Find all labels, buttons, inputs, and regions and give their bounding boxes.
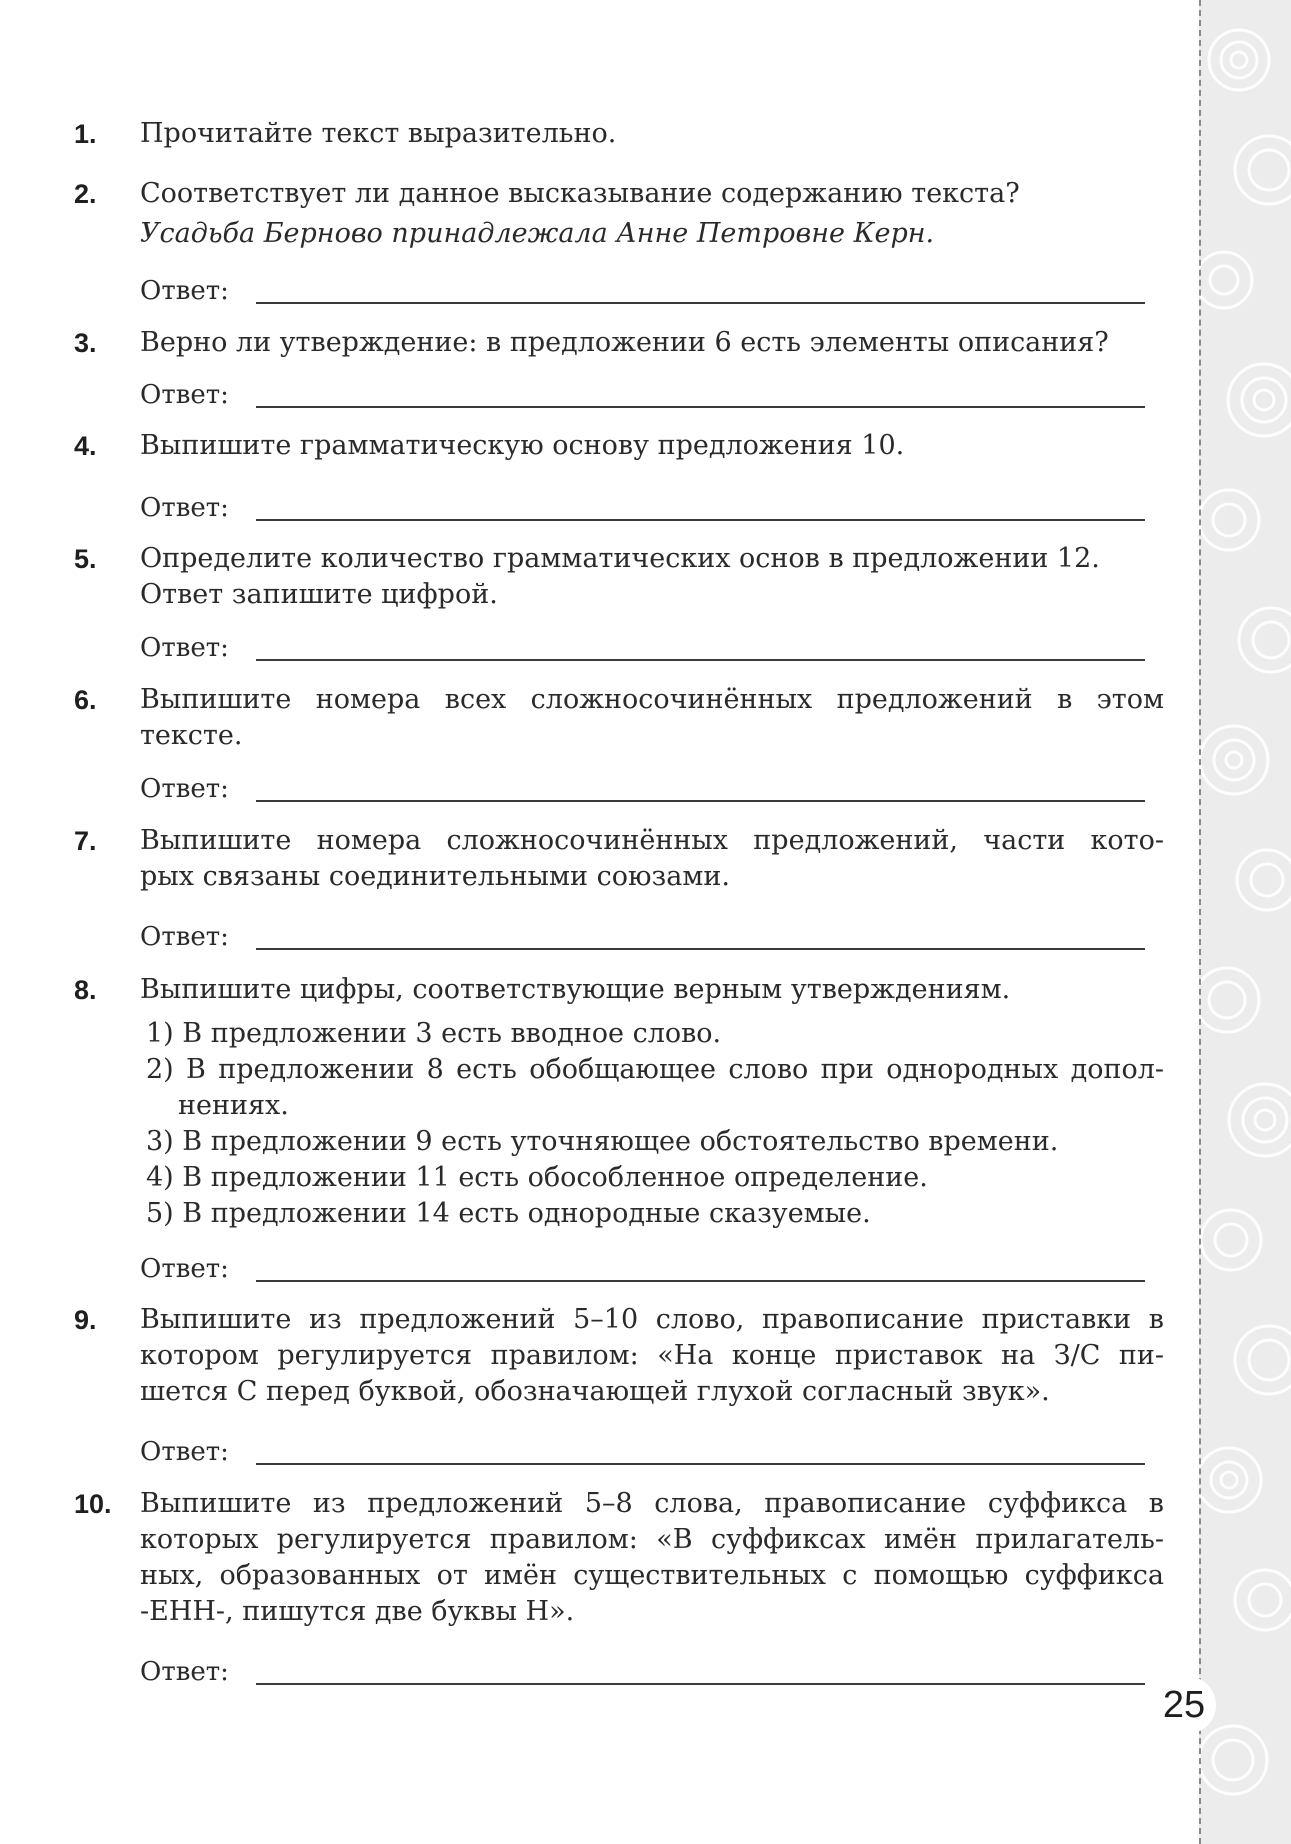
- answer-line[interactable]: [256, 659, 1145, 661]
- task-number: 10.: [74, 1489, 112, 1519]
- task-line: Выпишите номера сложносочинённых предложений, части кото-: [140, 825, 1164, 856]
- task-number: 4.: [74, 431, 97, 461]
- answer-label: Ответ:: [140, 380, 229, 410]
- task-line: которых регулируется правилом: «В суффиксах имён прилагатель-: [140, 1524, 1164, 1555]
- task-text: [140, 1486, 1164, 1630]
- option-item-continuation: нениях.: [178, 1090, 289, 1121]
- task-text: [140, 541, 1164, 613]
- option-item: 3) В предложении 9 есть уточняющее обстоятельство времени.: [146, 1126, 1059, 1157]
- answer-field-4[interactable]: [140, 490, 1145, 526]
- answer-line[interactable]: [256, 800, 1145, 802]
- task-text: [140, 1302, 1164, 1410]
- task-line: -ЕНН-, пишутся две буквы Н».: [140, 1596, 575, 1627]
- answer-line[interactable]: [256, 1463, 1145, 1465]
- answer-field-6[interactable]: [140, 771, 1145, 807]
- answer-line[interactable]: [256, 948, 1145, 950]
- decorative-margin: [1199, 0, 1291, 1844]
- task-number: 3.: [74, 328, 97, 358]
- task-4: [74, 428, 1164, 464]
- task-number: 8.: [74, 975, 97, 1005]
- cut-line: [1199, 0, 1201, 1844]
- task-line: Выпишите грамматическую основу предложения 10.: [140, 430, 905, 461]
- task-line: тексте.: [140, 720, 243, 751]
- page-number: 25: [1152, 1676, 1216, 1734]
- task-line: Соответствует ли данное высказывание содержанию текста?: [140, 178, 1020, 209]
- task-number: 5.: [74, 544, 97, 574]
- answer-label: Ответ:: [140, 1254, 229, 1284]
- answer-label: Ответ:: [140, 633, 229, 663]
- answer-field-10[interactable]: [140, 1654, 1145, 1690]
- task-number: 1.: [74, 119, 97, 149]
- task-text: [140, 325, 1164, 361]
- options-list: [140, 1016, 1164, 1232]
- task-3: [74, 325, 1164, 361]
- task-1: [74, 116, 1164, 152]
- task-6: [74, 682, 1164, 754]
- task-text: [140, 823, 1164, 895]
- task-line: Выпишите номера всех сложносочинённых предложений в этом: [140, 684, 1164, 715]
- task-number: 6.: [74, 685, 97, 715]
- task-5: [74, 541, 1164, 613]
- answer-field-3[interactable]: [140, 377, 1145, 413]
- task-line: Определите количество грамматических основ в предложении 12.: [140, 543, 1100, 574]
- task-line: Выпишите из предложений 5–10 слово, правописание приставки в: [140, 1304, 1164, 1335]
- task-7: [74, 823, 1164, 895]
- answer-label: Ответ:: [140, 493, 229, 523]
- answer-label: Ответ:: [140, 1437, 229, 1467]
- task-line: Прочитайте текст выразительно.: [140, 118, 617, 149]
- answer-field-5[interactable]: [140, 630, 1145, 666]
- task-statement: Усадьба Берново принадлежала Анне Петровне Керн.: [140, 218, 935, 249]
- answer-line[interactable]: [256, 406, 1145, 408]
- task-line: Выпишите цифры, соответствующие верным утверждениям.: [140, 974, 1011, 1005]
- answer-field-9[interactable]: [140, 1434, 1145, 1470]
- task-line: Верно ли утверждение: в предложении 6 есть элементы описания?: [140, 327, 1109, 358]
- task-line: Выпишите из предложений 5–8 слова, правописание суффикса в: [140, 1488, 1164, 1519]
- option-item: 4) В предложении 11 есть обособленное определение.: [146, 1162, 928, 1193]
- task-line: котором регулируется правилом: «На конце приставок на З/С пи-: [140, 1340, 1164, 1371]
- task-line: рых связаны соединительными союзами.: [140, 861, 730, 892]
- task-8: [74, 972, 1164, 1232]
- answer-label: Ответ:: [140, 1657, 229, 1687]
- answer-field-2[interactable]: [140, 273, 1145, 309]
- option-item: 1) В предложении 3 есть вводное слово.: [146, 1018, 722, 1049]
- task-line: Ответ запишите цифрой.: [140, 579, 498, 610]
- option-item: 2) В предложении 8 есть обобщающее слово при однородных допол-: [146, 1054, 1164, 1085]
- answer-line[interactable]: [256, 1280, 1145, 1282]
- answer-line[interactable]: [256, 302, 1145, 304]
- task-text: [140, 682, 1164, 754]
- task-9: [74, 1302, 1164, 1410]
- task-10: [74, 1486, 1164, 1630]
- task-line: шется С перед буквой, обозначающей глухой согласный звук».: [140, 1376, 1050, 1407]
- task-line: ных, образованных от имён существительных с помощью суффикса: [140, 1560, 1164, 1591]
- answer-label: Ответ:: [140, 774, 229, 804]
- task-number: 2.: [74, 179, 97, 209]
- task-number: 7.: [74, 826, 97, 856]
- task-text: [140, 176, 1164, 252]
- answer-label: Ответ:: [140, 922, 229, 952]
- answer-line[interactable]: [256, 1683, 1145, 1685]
- task-text: [140, 116, 1164, 152]
- answer-label: Ответ:: [140, 276, 229, 306]
- task-text: [140, 428, 1164, 464]
- answer-line[interactable]: [256, 519, 1145, 521]
- answer-field-8[interactable]: [140, 1251, 1145, 1287]
- task-2: [74, 176, 1164, 252]
- task-text: [140, 972, 1164, 1232]
- option-item: 5) В предложении 14 есть однородные сказуемые.: [146, 1198, 871, 1229]
- answer-field-7[interactable]: [140, 919, 1145, 955]
- swirl-pattern: [1199, 0, 1291, 1844]
- task-number: 9.: [74, 1305, 97, 1335]
